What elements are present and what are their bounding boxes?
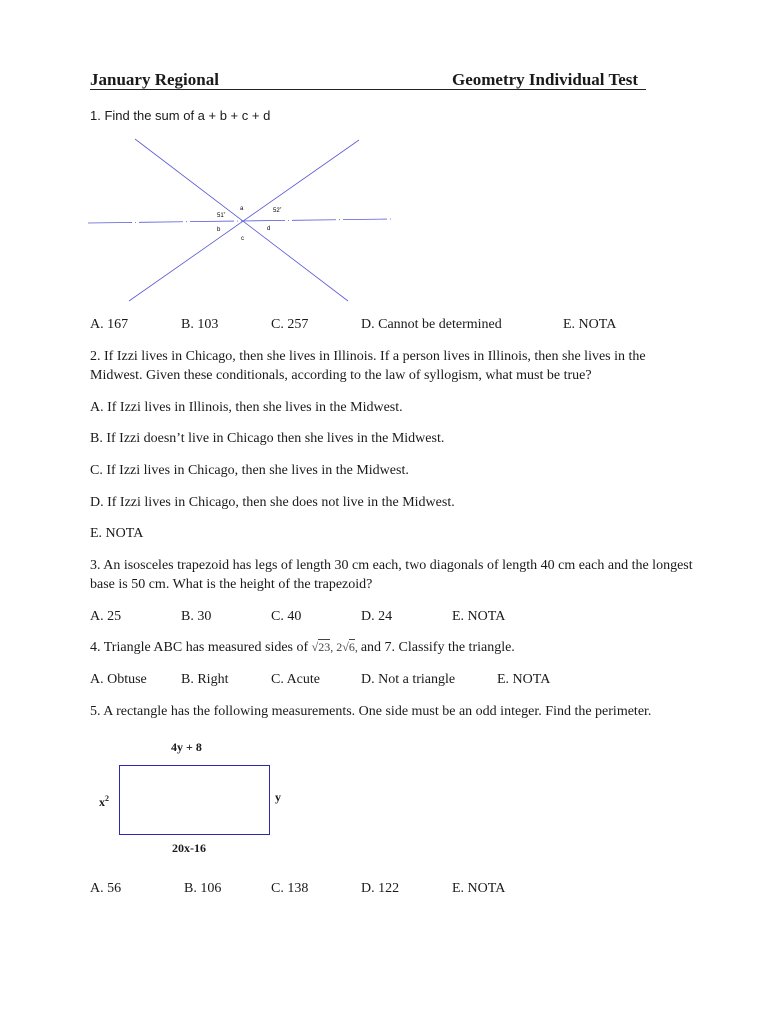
q1-label-c: c: [241, 236, 244, 242]
q5-left-label-base: x: [99, 795, 105, 809]
q3-choice-a: A. 25: [90, 609, 122, 624]
q2-choice-b: B. If Izzi doesn’t live in Chicago then she lives in the Midwest.: [90, 431, 445, 446]
q5-choice-c: C. 138: [271, 881, 309, 896]
q2-choice-d: D. If Izzi lives in Chicago, then she does not live in the Midwest.: [90, 495, 455, 510]
q1-line-horizontal: [88, 219, 391, 223]
q1-angle-left: 51˚: [217, 213, 226, 219]
q5-top-label: 4y + 8: [171, 740, 202, 754]
q3-text-line2: base is 50 cm. What is the height of the trapezoid?: [90, 577, 373, 592]
q5-bottom-label: 20x-16: [172, 841, 206, 855]
q2-choice-e: E. NOTA: [90, 526, 144, 541]
q1-choice-e: E. NOTA: [563, 317, 617, 332]
q1-line-ascending: [129, 140, 359, 301]
q1-label-d: d: [267, 226, 271, 232]
q1-angle-figure: [85, 133, 405, 308]
q5-choice-e: E. NOTA: [452, 881, 506, 896]
q1-choice-b: B. 103: [181, 317, 219, 332]
q2-choice-c: C. If Izzi lives in Chicago, then she lives in the Midwest.: [90, 463, 409, 478]
q5-left-label-exponent: 2: [105, 794, 109, 803]
q5-choice-b: B. 106: [184, 881, 222, 896]
q4-choice-e: E. NOTA: [497, 672, 551, 687]
header-left-title: January Regional: [90, 70, 219, 89]
q1-label-b: b: [217, 227, 221, 233]
q4-radicand-2: 6: [348, 640, 355, 654]
q3-text-line1: 3. An isosceles trapezoid has legs of length 30 cm each, two diagonals of length 40 cm each and the longest: [90, 558, 693, 573]
q5-choice-a: A. 56: [90, 881, 122, 896]
q4-choice-b: B. Right: [181, 672, 229, 687]
q3-choice-d: D. 24: [361, 609, 393, 624]
radical-icon: √: [342, 640, 349, 654]
q3-choice-c: C. 40: [271, 609, 302, 624]
q1-angle-right: 52˚: [273, 208, 282, 214]
q1-choice-a: A. 167: [90, 317, 129, 332]
q5-right-label: y: [275, 790, 281, 804]
q1-label-a: a: [240, 206, 244, 212]
q4-radicand-1: 23: [318, 640, 331, 654]
q4-choice-d: D. Not a triangle: [361, 672, 456, 687]
q4-choice-a: A. Obtuse: [90, 672, 147, 687]
q4-coefficient: 2: [336, 640, 343, 654]
q1-choice-d: D. Cannot be determined: [361, 317, 502, 332]
q4-suffix: and 7. Classify the triangle.: [360, 640, 515, 655]
q3-choice-b: B. 30: [181, 609, 212, 624]
q5-text: 5. A rectangle has the following measurements. One side must be an odd integer. Find the perimeter.: [90, 704, 652, 719]
q5-left-label: [99, 794, 109, 810]
q5-choice-d: D. 122: [361, 881, 400, 896]
q4-side-lengths: √23, 2√6,: [311, 640, 361, 654]
q2-text-line2: Midwest. Given these conditionals, according to the law of syllogism, what must be true?: [90, 368, 592, 383]
q4-choice-c: C. Acute: [271, 672, 320, 687]
header-underline: [90, 89, 646, 90]
header-right-title: Geometry Individual Test: [452, 70, 639, 89]
q4-prefix: 4. Triangle ABC has measured sides of: [90, 640, 309, 655]
q1-choice-c: C. 257: [271, 317, 309, 332]
q1-text: 1. Find the sum of a + b + c + d: [90, 108, 271, 123]
radical-icon: √: [311, 640, 319, 654]
q5-rectangle: [119, 765, 270, 835]
q4-text: [90, 638, 515, 657]
q2-choice-a: A. If Izzi lives in Illinois, then she lives in the Midwest.: [90, 400, 403, 415]
q3-choice-e: E. NOTA: [452, 609, 506, 624]
q2-text-line1: 2. If Izzi lives in Chicago, then she lives in Illinois. If a person lives in Illinois, then she lives in the: [90, 349, 646, 364]
